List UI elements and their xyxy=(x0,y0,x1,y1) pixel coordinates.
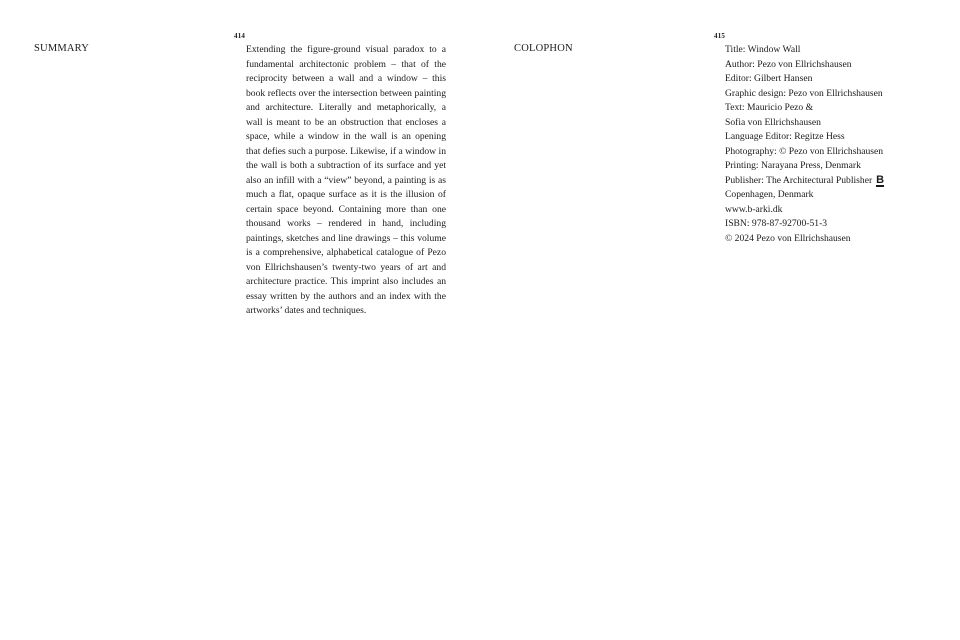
colophon-city: Copenhagen, Denmark xyxy=(725,189,814,200)
colophon-language-editor: Language Editor: Regitze Hess xyxy=(725,131,845,142)
colophon-title: Title: Window Wall xyxy=(725,44,801,55)
colophon-photography: Photography: © Pezo von Ellrichshausen xyxy=(725,145,884,157)
summary-paragraph: Extending the figure-ground visual paradox to a fundamental architectonic problem – that of the reciprocity between a wall and a window – this book reflects over the intersection between painting and architecture. Literally and metaphorically, a wall is meant to be an obstruction that encloses a space, while a window in the wall is an opening that defies such a purpose. Likewise, if a window in the wall is both a subtraction of its surface and yet also an infill with a “view” beyond, a painting is as much a flat, opaque surface as it is the illusion of certain space beyond. Containing more than one thousand works – rendered in hand, including paintings, sketches and line drawings – this volume is a comprehensive, alphabetical catalogue of Pezo von Ellrichshausen’s twenty-two years of art and architecture practice. This imprint also includes an essay written by the authors and an index with the artworks’ dates and techniques. xyxy=(246,44,446,316)
page-number-right: 415 xyxy=(714,32,726,40)
colophon-isbn: ISBN: 978-87-92700-51-3 xyxy=(725,218,828,229)
colophon-heading: COLOPHON xyxy=(514,43,573,54)
colophon-graphic-design: Graphic design: Pezo von Ellrichshausen xyxy=(725,87,883,99)
colophon-author: Author: Pezo von Ellrichshausen xyxy=(725,58,852,70)
publisher-logo-icon: B xyxy=(876,173,885,186)
colophon-printing: Printing: Narayana Press, Denmark xyxy=(725,160,861,171)
colophon-publisher-line xyxy=(725,174,945,189)
summary-heading: SUMMARY xyxy=(34,43,90,54)
summary-body xyxy=(246,43,446,319)
colophon-text-credit-continued: Sofia von Ellrichshausen xyxy=(725,116,821,128)
colophon-publisher: Publisher: The Architectural Publisher xyxy=(725,174,873,186)
page-number-left: 414 xyxy=(234,32,246,40)
colophon-editor: Editor: Gilbert Hansen xyxy=(725,73,813,84)
colophon-list xyxy=(725,43,945,246)
colophon-website: www.b-arki.dk xyxy=(725,203,783,215)
colophon-text-credit: Text: Mauricio Pezo & xyxy=(725,102,814,113)
right-page xyxy=(480,0,960,640)
colophon-copyright: © 2024 Pezo von Ellrichshausen xyxy=(725,232,851,244)
